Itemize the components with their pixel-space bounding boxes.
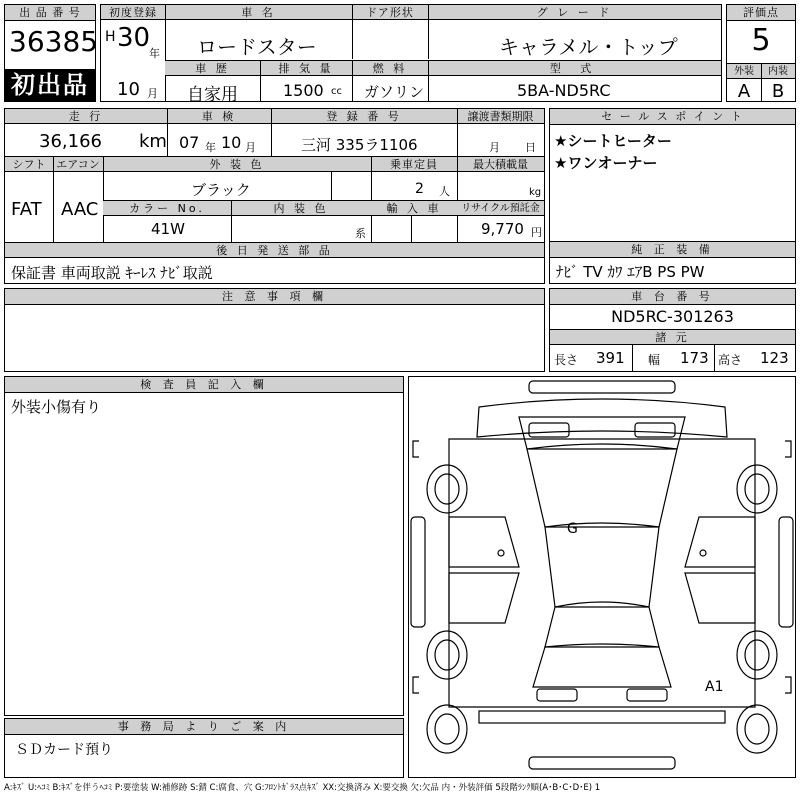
inspector-label: 検 査 員 記 入 欄: [5, 377, 403, 393]
car-diagram: [409, 377, 795, 777]
score-value: 5: [751, 23, 771, 58]
legend-text: A:ｷｽﾞ U:ﾍｺﾐ B:ｷｽﾞを伴うﾍｺﾐ P:要塗装 W:補修跡 S:錆 C:腐食、穴 G:ﾌﾛﾝﾄｶﾞﾗｽ点ｷｽﾞ XX:交換済み X:要交換 欠:欠品 内・外装評価 5段階ﾗﾝｸ順(A･B･C･D･E) 1: [4, 783, 601, 793]
interior-label: 内装: [761, 64, 795, 79]
inspection-year: 07: [179, 133, 200, 152]
inspection-label: 車 検: [167, 109, 271, 124]
ac-label: エアコン: [53, 157, 103, 172]
shift-label: シフト: [5, 157, 53, 172]
exterior-color-label: 外 装 色: [103, 157, 371, 172]
length-value: 391: [596, 349, 625, 367]
car-name: ロードスター: [197, 35, 317, 59]
displacement-label: 排 気 量: [260, 61, 352, 76]
first-reg-month: 10: [117, 79, 140, 100]
length-label: 長さ: [554, 353, 579, 367]
first-reg-era: H: [105, 29, 116, 45]
dims-label: 諸 元: [550, 330, 795, 345]
lot-label: 出 品 番 号: [5, 5, 95, 21]
first-reg-month-unit: 月: [147, 87, 158, 100]
car-diagram-box: [408, 376, 796, 778]
model-value: 5BA-ND5RC: [517, 81, 611, 100]
chassis-value: ND5RC-301263: [611, 307, 734, 326]
registration-label: 登 録 番 号: [271, 109, 457, 124]
inspector-text: 外装小傷有り: [11, 398, 102, 416]
main-info-box: [100, 4, 722, 105]
car-name-label: 車 名: [165, 5, 352, 20]
mark-windshield: G: [567, 521, 578, 537]
exterior-grade: A: [737, 81, 751, 102]
exterior-color-value: ブラック: [191, 181, 251, 199]
color-no-value: 41W: [151, 220, 185, 238]
transfer-day-unit: 日: [525, 141, 536, 154]
mileage-value: 36,166: [39, 131, 102, 152]
history-value: 自家用: [187, 85, 238, 105]
history-label: 車 歴: [165, 61, 260, 76]
width-label: 幅: [648, 353, 661, 367]
lot-number: 36385: [9, 25, 99, 58]
color-no-label: カラー No.: [103, 201, 231, 216]
width-value: 173: [680, 349, 709, 367]
equipment-label: 純 正 装 備: [550, 242, 795, 258]
equipment-box: [549, 241, 796, 284]
office-text: ＳＤカード預り: [15, 742, 113, 758]
interior-color-label: 内 装 色: [231, 201, 371, 216]
office-label: 事 務 局 よ り ご 案 内: [5, 719, 403, 735]
height-value: 123: [760, 349, 789, 367]
grade-label: グ レ ー ド: [428, 5, 721, 20]
height-label: 高さ: [718, 353, 743, 367]
details-box: [4, 108, 545, 284]
selling-points-box: [549, 108, 796, 242]
notes-label: 注 意 事 項 欄: [5, 289, 544, 305]
score-box: [726, 4, 796, 102]
first-reg-year: 30: [117, 23, 151, 53]
inspector-box: [4, 376, 404, 716]
fuel-value: ガソリン: [364, 83, 425, 101]
mark-rear-right: A1: [705, 679, 724, 695]
selling-point-2: ★ワンオーナー: [554, 154, 658, 172]
selling-points-label: セ ー ル ス ポ イ ン ト: [550, 109, 795, 125]
recycle-value: 9,770: [481, 220, 524, 238]
max-load-label: 最大積載量: [457, 157, 544, 172]
inspection-month: 10: [221, 133, 242, 152]
fuel-label: 燃 料: [352, 61, 428, 76]
capacity-label: 乗車定員: [371, 157, 457, 172]
deferred-label: 後 日 発 送 部 品: [5, 243, 544, 258]
mileage-label: 走 行: [5, 109, 167, 124]
capacity-unit: 人: [439, 185, 450, 198]
transfer-label: 譲渡書類期限: [457, 109, 544, 124]
displacement-unit: cc: [331, 86, 342, 97]
equipment-value: ﾅﾋﾞ TV ｶﾜ ｴｱB PS PW: [556, 263, 705, 281]
capacity-value: 2: [415, 181, 424, 197]
recycle-label: リサイクル預託金: [457, 201, 544, 216]
selling-point-1: ★シートヒーター: [554, 132, 672, 150]
lot-box: [4, 4, 99, 102]
registration-value: 三河 335ラ1106: [301, 136, 418, 154]
first-reg-label: 初度登録: [101, 5, 165, 20]
first-reg-year-unit: 年: [149, 47, 160, 60]
displacement-value: 1500: [283, 81, 324, 100]
office-box: [4, 718, 404, 778]
model-label: 型 式: [428, 61, 721, 76]
inspection-year-unit: 年: [205, 141, 216, 154]
max-load-unit: kg: [529, 187, 542, 198]
grade-value: キャラメル・トップ: [499, 35, 678, 59]
exterior-label: 外装: [727, 64, 761, 79]
first-listing-badge: 初出品: [5, 69, 95, 101]
recycle-unit: 円: [531, 226, 542, 239]
notes-box: [4, 288, 545, 372]
import-label: 輸 入 車: [371, 201, 457, 216]
transfer-month-unit: 月: [489, 141, 500, 154]
chassis-label: 車 台 番 号: [550, 289, 795, 305]
interior-grade: B: [771, 81, 785, 102]
inspection-month-unit: 月: [245, 141, 256, 154]
deferred-value: 保証書 車両取説 ｷｰﾚｽ ﾅﾋﾞ取説: [11, 264, 213, 282]
chassis-box: [549, 288, 796, 372]
score-label: 評価点: [727, 5, 795, 21]
mileage-unit: km: [139, 131, 167, 152]
door-label: ドア形状: [352, 5, 428, 20]
ac-value: AAC: [61, 199, 99, 220]
interior-color-unit: 系: [355, 227, 366, 240]
shift-value: FAT: [11, 199, 42, 220]
